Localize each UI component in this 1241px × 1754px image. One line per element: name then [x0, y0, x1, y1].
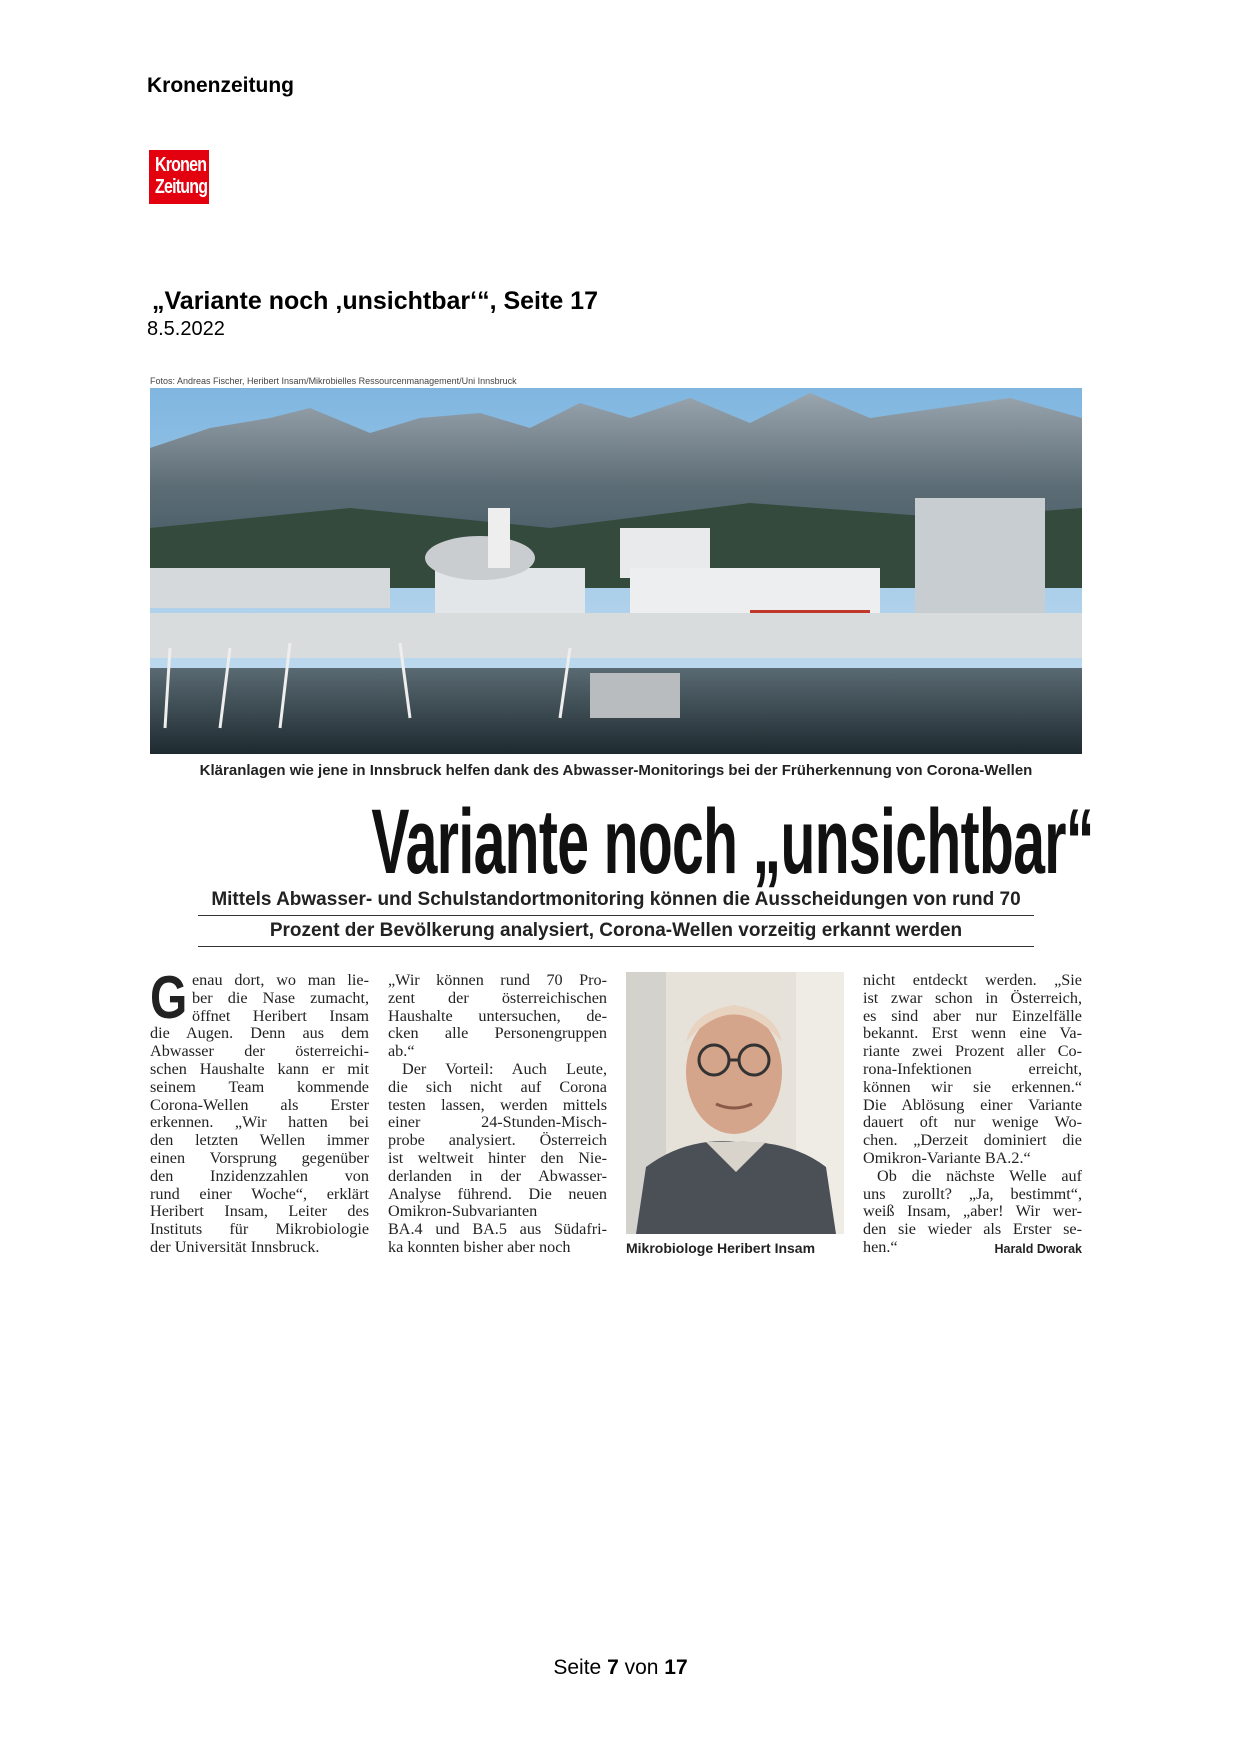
- source-name: Kronenzeitung: [147, 74, 294, 97]
- text-line: rund einer Woche“, erklärt: [150, 1185, 369, 1203]
- kronen-zeitung-logo: [149, 150, 209, 204]
- text-line: chen. „Derzeit dominiert die: [863, 1132, 1082, 1150]
- portrait-photo: [626, 972, 844, 1234]
- text-line: nicht entdeckt werden. „Sie: [863, 972, 1082, 989]
- sewage-plant-photo: [150, 388, 1082, 754]
- article-date: 8.5.2022: [147, 318, 225, 340]
- text-line: zent der österreichischen: [388, 989, 607, 1007]
- text-line: können wir sie erkennen.“: [863, 1078, 1082, 1096]
- article-column-1: [150, 964, 369, 1257]
- current-page: 7: [607, 1656, 619, 1679]
- text-line: Heribert Insam, Leiter des: [150, 1203, 369, 1221]
- text-line: weiß Insam, „aber! Wir wer-: [863, 1203, 1082, 1221]
- text-line: seinem Team kommende: [150, 1078, 369, 1096]
- text-line: Analyse führend. Die neuen: [388, 1185, 607, 1203]
- text-line: dauert oft nur wenige Wo-: [863, 1114, 1082, 1132]
- text-line: Haushalte untersuchen, de-: [388, 1007, 607, 1025]
- text-line: ber die Nase zumacht,: [192, 989, 369, 1007]
- text-line: riante zwei Prozent aller Co-: [863, 1043, 1082, 1061]
- headline: [150, 790, 1094, 893]
- logo-line-2: Zeitung: [155, 176, 208, 198]
- text-line: den letzten Wellen immer: [150, 1132, 369, 1150]
- headline-text: Variante noch „unsichtbar“: [371, 791, 1094, 893]
- logo-line-1: Kronen: [155, 154, 207, 176]
- text-line: den Inzidenzzahlen von: [150, 1167, 369, 1185]
- text-line: es sind aber nur Einzelfälle: [863, 1007, 1082, 1025]
- text-line: ist weltweit hinter den Nie-: [388, 1149, 607, 1167]
- text-line: Omikron-Subvarianten: [388, 1203, 538, 1221]
- text-line: Instituts für Mikrobiologie: [150, 1221, 369, 1239]
- text-line: testen lassen, werden mittels: [388, 1096, 607, 1114]
- article-title: „Variante noch ‚unsichtbar‘“, Seite 17: [152, 287, 598, 315]
- text-line: hen.“: [863, 1238, 898, 1256]
- text-line: ist zwar schon in Österreich,: [863, 989, 1082, 1007]
- photo-caption: Kläranlagen wie jene in Innsbruck helfen dank des Abwasser-Monitorings bei der Früherkennung von Corona-Wellen: [199, 762, 1033, 779]
- text-line: der Universität Innsbruck.: [150, 1238, 320, 1256]
- subheadline-line-2: Prozent der Bevölkerung analysiert, Corona-Wellen vorzeitig erkannt werden: [198, 920, 1034, 947]
- text-line: rona-Infektionen erreicht,: [863, 1060, 1082, 1078]
- text-line: cken alle Personengruppen: [388, 1025, 607, 1043]
- footer-middle: von: [618, 1656, 665, 1679]
- text-line: einen Vorsprung gegenüber: [150, 1149, 369, 1167]
- page-footer: [0, 1656, 1241, 1680]
- text-line: die sich nicht auf Corona: [388, 1078, 607, 1096]
- article-column-4: [863, 972, 1082, 1257]
- drop-cap: G: [150, 964, 188, 1031]
- text-line: Der Vorteil: Auch Leute,: [402, 1060, 607, 1078]
- portrait-caption: Mikrobiologe Heribert Insam: [626, 1240, 816, 1256]
- text-line: Abwasser der österreichi-: [150, 1043, 369, 1061]
- total-pages: 17: [664, 1656, 688, 1679]
- text-line: „Wir können rund 70 Pro-: [388, 972, 607, 989]
- subheadline-line-1: Mittels Abwasser- und Schulstandortmonitoring können die Ausscheidungen von rund 70: [198, 889, 1034, 916]
- text-line: öffnet Heribert Insam: [192, 1007, 369, 1025]
- photo-credit: Fotos: Andreas Fischer, Heribert Insam/Mikrobielles Ressourcenmanagement/Uni Innsbruck: [150, 376, 517, 386]
- text-line: enau dort, wo man lie-: [192, 972, 369, 989]
- text-line: die Augen. Denn aus dem: [150, 1025, 369, 1043]
- text-line: probe analysiert. Österreich: [388, 1132, 607, 1150]
- text-line: einer 24-Stunden-Misch-: [388, 1114, 607, 1132]
- text-line: schen Haushalte kann er mit: [150, 1060, 369, 1078]
- text-line: Corona-Wellen als Erster: [150, 1096, 369, 1114]
- text-line: erkennen. „Wir hatten bei: [150, 1114, 369, 1132]
- text-line: Die Ablösung einer Variante: [863, 1096, 1082, 1114]
- text-line: derlanden in der Abwasser-: [388, 1167, 607, 1185]
- text-line: ab.“: [388, 1043, 415, 1061]
- author: Harald Dworak: [994, 1242, 1082, 1256]
- text-line: uns zurollt? „Ja, bestimmt“,: [863, 1185, 1082, 1203]
- text-line: bekannt. Erst wenn eine Va-: [863, 1025, 1082, 1043]
- text-line: den sie wieder als Erster se-: [863, 1221, 1082, 1239]
- footer-prefix: Seite: [553, 1656, 608, 1679]
- text-line: BA.4 und BA.5 aus Südafri-: [388, 1221, 607, 1239]
- text-line: Ob die nächste Welle auf: [877, 1167, 1082, 1185]
- article-column-2: [388, 972, 607, 1257]
- text-line: ka konnten bisher aber noch: [388, 1238, 571, 1256]
- text-line: Omikron-Variante BA.2.“: [863, 1149, 1031, 1167]
